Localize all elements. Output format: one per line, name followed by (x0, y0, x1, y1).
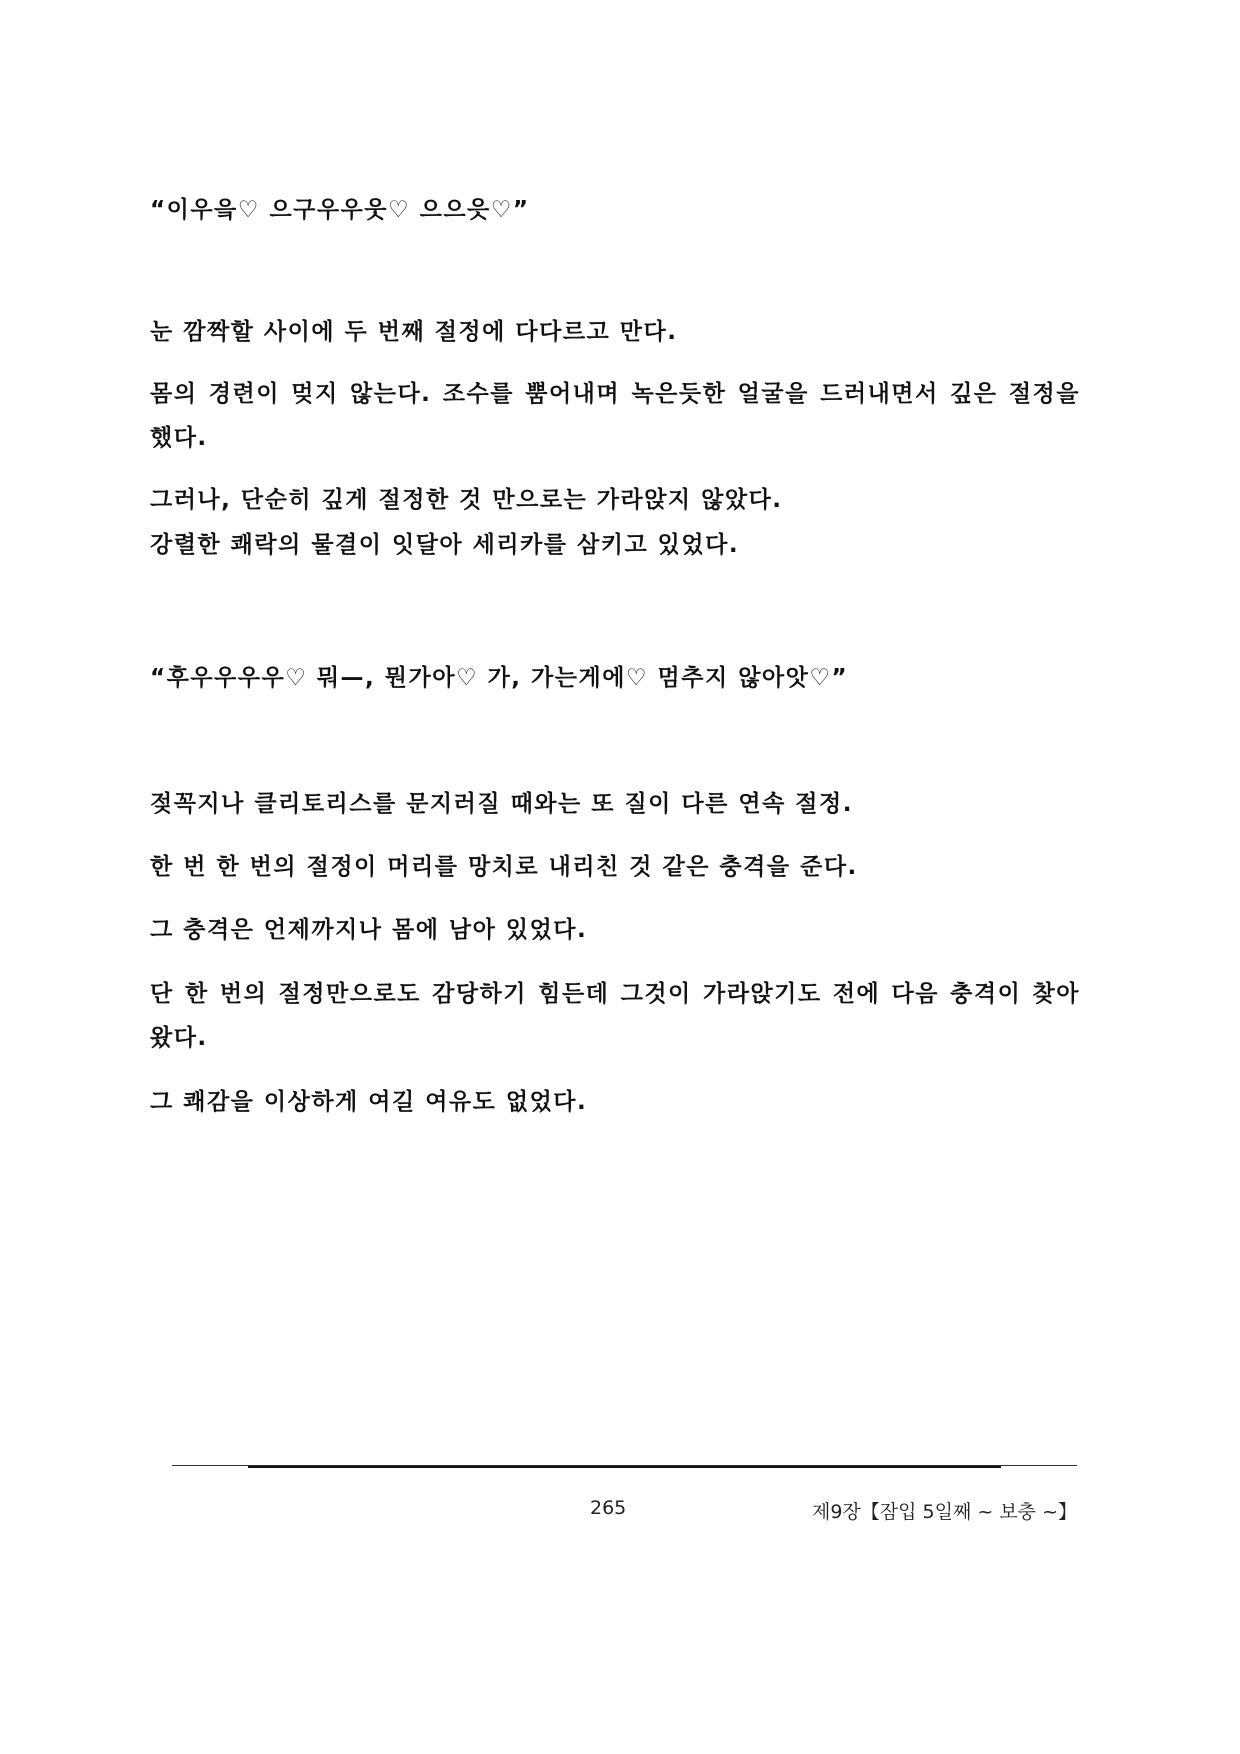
paragraph: 단 한 번의 절정만으로도 감당하기 힘든데 그것이 가라앉기도 전에 다음 충격이 찾아왔다. (150, 981, 1080, 1051)
paragraph: 젖꼭지나 클리토리스를 문지러질 때와는 또 질이 다른 연속 절정. (150, 791, 853, 817)
footer-rule-bold (248, 1466, 1001, 1468)
paragraph: 한 번 한 번의 절정이 머리를 망치로 내리친 것 같은 충격을 준다. (150, 854, 858, 880)
paragraph: 그러나, 단순히 깊게 절정한 것 만으로는 가라앉지 않았다. (150, 487, 783, 513)
dialogue-line: “이우읔♡ 으구우우웃♡ 으으읏♡” (150, 197, 530, 223)
paragraph: 강렬한 쾌락의 물결이 잇달아 세리카를 삼키고 있었다. (150, 532, 740, 558)
paragraph: 그 충격은 언제까지나 몸에 남아 있었다. (150, 917, 588, 943)
chapter-title: 제9장【잠입 5일째 ~ 보충 ~】 (811, 1501, 1077, 1523)
paragraph: 몸의 경련이 멎지 않는다. 조수를 뿜어내며 녹은듯한 얼굴을 드러내면서 깊은 절정을 했다. (150, 381, 1080, 451)
paragraph: 그 쾌감을 이상하게 여길 여유도 없었다. (150, 1089, 588, 1115)
dialogue-line: “후우우우우♡ 뭐—, 뭔가아♡ 가, 가는게에♡ 멈추지 않아앗♡” (150, 665, 849, 691)
paragraph: 눈 깜짝할 사이에 두 번째 절정에 다다르고 만다. (150, 319, 678, 345)
page-number: 265 (590, 1497, 627, 1519)
